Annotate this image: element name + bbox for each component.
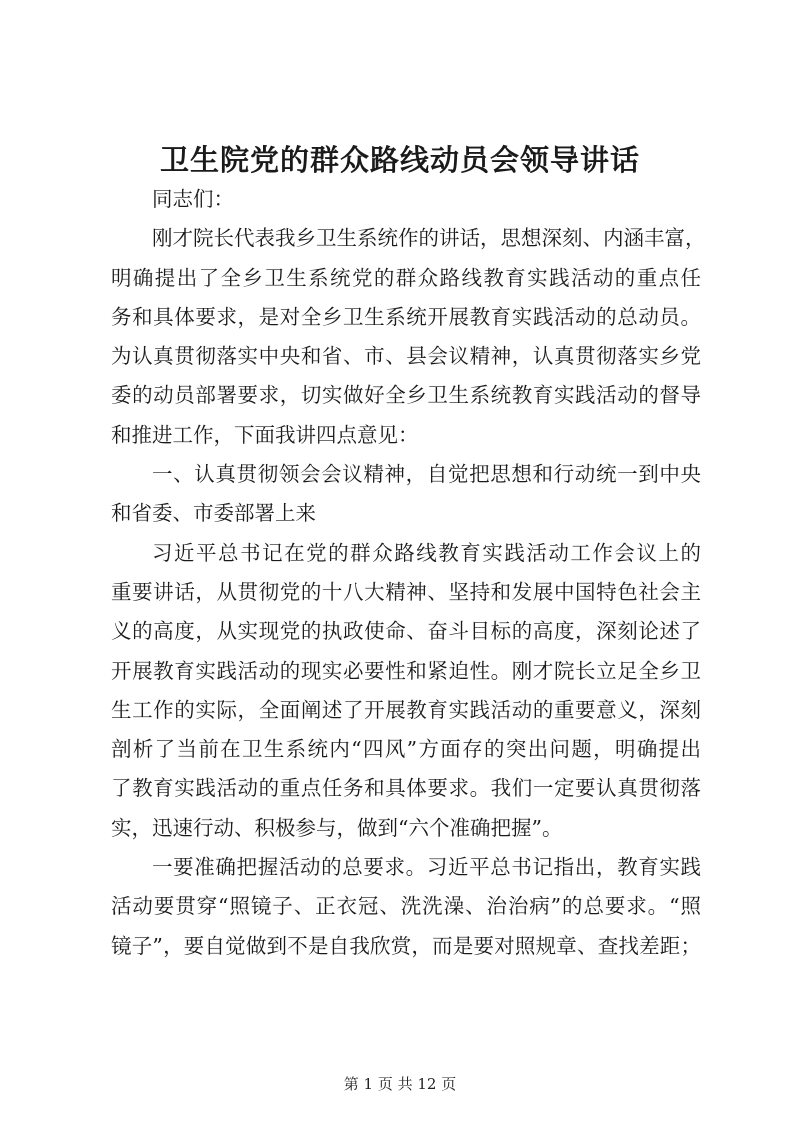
paragraph-line: 活动要贯穿“照镜子、正衣冠、洗洗澡、治治病”的总要求。“照 <box>111 894 701 919</box>
paragraph-line: 剖析了当前在卫生系统内“四风”方面存的突出问题，明确提出 <box>111 737 701 762</box>
paragraph-line: 义的高度，从实现党的执政使命、奋斗目标的高度，深刻论述了 <box>111 619 701 644</box>
paragraph-line: 习近平总书记在党的群众路线教育实践活动工作会议上的 <box>152 540 701 565</box>
section-heading-line: 和省委、市委部署上来 <box>111 501 316 526</box>
paragraph-line: 重要讲话，从贯彻党的十八大精神、坚持和发展中国特色社会主 <box>111 579 701 604</box>
document-body <box>111 180 706 966</box>
paragraph-line: 一要准确把握活动的总要求。习近平总书记指出，教育实践 <box>152 855 701 880</box>
document-title: 卫生院党的群众路线动员会领导讲话 <box>159 143 640 177</box>
paragraph-line: 刚才院长代表我乡卫生系统作的讲话，思想深刻、内涵丰富， <box>152 226 706 251</box>
paragraph-line: 了教育实践活动的重点任务和具体要求。我们一定要认真贯彻落 <box>111 776 701 801</box>
paragraph-line: 为认真贯彻落实中央和省、市、县会议精神，认真贯彻落实乡党 <box>111 344 701 369</box>
paragraph-line: 生工作的实际，全面阐述了开展教育实践活动的重要意义，深刻 <box>111 697 701 722</box>
paragraph-line: 实，迅速行动、积极参与，做到“六个准确把握”。 <box>111 815 563 840</box>
page-number-footer: 第 1 页 共 12 页 <box>343 1075 457 1093</box>
paragraph-line: 务和具体要求，是对全乡卫生系统开展教育实践活动的总动员。 <box>111 304 701 329</box>
paragraph-line: 明确提出了全乡卫生系统党的群众路线教育实践活动的重点任 <box>111 265 701 290</box>
paragraph-line: 委的动员部署要求，切实做好全乡卫生系统教育实践活动的督导 <box>111 383 701 408</box>
paragraph-line: 镜子”，要自觉做到不是自我欣赏，而是要对照规章、查找差距； <box>111 933 701 958</box>
section-heading-line: 一、认真贯彻领会会议精神，自觉把思想和行动统一到中央 <box>152 462 701 487</box>
salutation-line: 同志们： <box>152 187 234 211</box>
paragraph-line: 和推进工作，下面我讲四点意见： <box>111 422 419 447</box>
paragraph-line: 开展教育实践活动的现实必要性和紧迫性。刚才院长立足全乡卫 <box>111 658 701 683</box>
